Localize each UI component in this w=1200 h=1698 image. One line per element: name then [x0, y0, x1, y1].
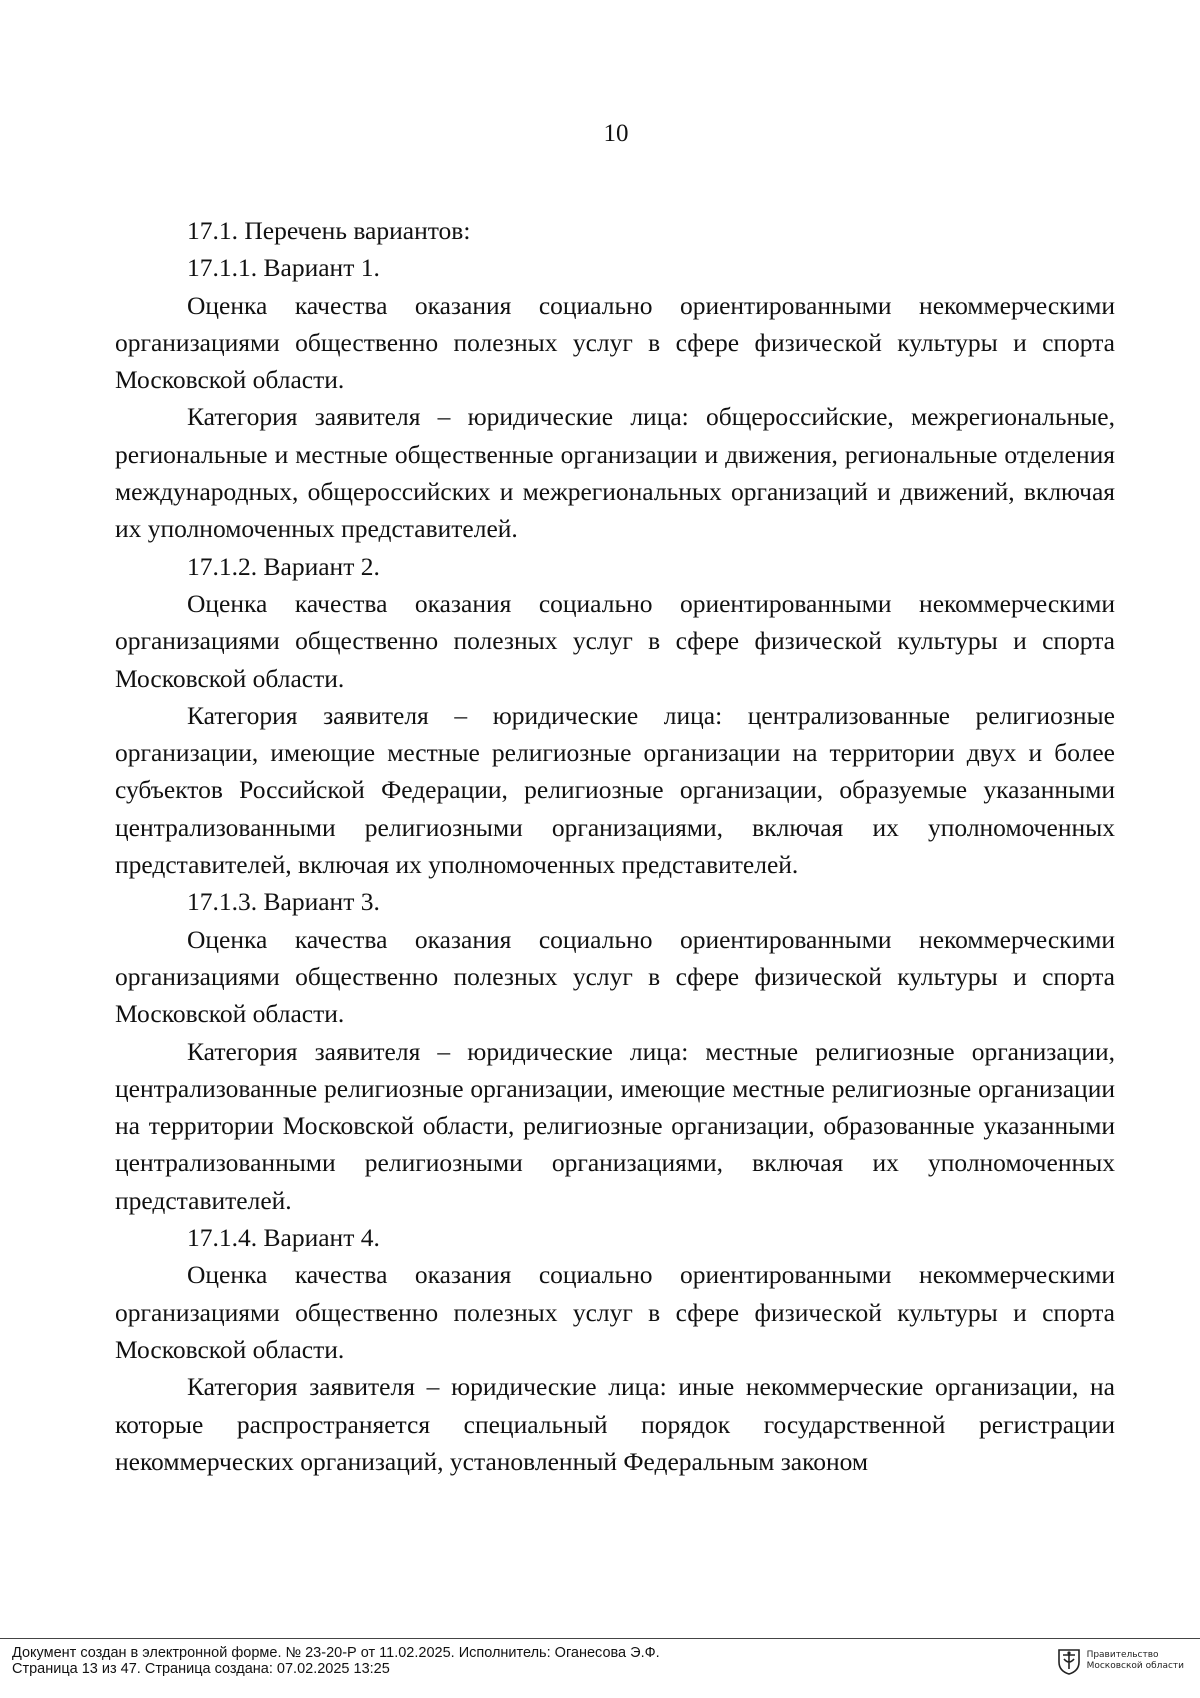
logo-line-2: Московской области — [1086, 1661, 1184, 1671]
applicant-category: Категория заявителя – юридические лица: централизованные религиозные организации, имеющие местные религиозные организации на территории двух и более субъектов Российской Федерации, религиозные организации, образуемые указанными централизованными религиозными организациями, включая их уполномоченных представителей, включая их уполномоченных представителей. — [115, 700, 1115, 880]
footer-info — [12, 1645, 660, 1677]
document-body — [115, 212, 1115, 1480]
variant-description: Оценка качества оказания социально ориентированными некоммерческими организациями общественно полезных услуг в сфере физической культуры и спорта Московской области. — [115, 588, 1115, 693]
variant-heading: 17.1.2. Вариант 2. — [187, 551, 380, 581]
logo-caption — [1087, 1650, 1184, 1672]
applicant-category: Категория заявителя – юридические лица: общероссийские, межрегиональные, региональные и местные общественные организации и движения, региональные отделения международных, общероссийских и межрегиональных организаций и движений, включая их уполномоченных представителей. — [115, 402, 1115, 544]
variant-description: Оценка качества оказания социально ориентированными некоммерческими организациями общественно полезных услуг в сфере физической культуры и спорта Московской области. — [115, 1260, 1115, 1364]
variant-description: Оценка качества оказания социально ориентированными некоммерческими организациями общественно полезных услуг в сфере физической культуры и спорта Московской области. — [115, 924, 1115, 1029]
applicant-category: Категория заявителя – юридические лица: местные религиозные организации, централизованные религиозные организации, имеющие местные религиозные организации на территории Московской области, религиозные организации, образованные указанными централизованными религиозными организациями, включая их уполномоченных представителей. — [115, 1036, 1115, 1215]
variant-heading: 17.1.1. Вариант 1. — [187, 253, 380, 283]
footer-page-line: Страница 13 из 47. Страница создана: 07.02.2025 13:25 — [12, 1661, 390, 1677]
logo-line-1: Правительство — [1086, 1650, 1159, 1660]
footer-divider — [0, 1638, 1200, 1639]
section-heading: 17.1. Перечень вариантов: — [187, 216, 471, 245]
variant-heading: 17.1.3. Вариант 3. — [187, 887, 380, 917]
variant-description: Оценка качества оказания социально ориентированными некоммерческими организациями общественно полезных услуг в сфере физической культуры и спорта Московской области. — [115, 290, 1115, 395]
coat-of-arms-icon — [1057, 1647, 1081, 1675]
government-logo — [1057, 1647, 1184, 1675]
footer-document-line: Документ создан в электронной форме. № 23-20-Р от 11.02.2025. Исполнитель: Оганесова Э.Ф. — [12, 1645, 660, 1661]
applicant-category: Категория заявителя – юридические лица: иные некоммерческие организации, на которые распространяется специальный порядок государственной регистрации некоммерческих организаций, установленный Федеральным законом — [115, 1372, 1115, 1476]
page-number: 10 — [603, 120, 629, 147]
variant-heading: 17.1.4. Вариант 4. — [187, 1223, 380, 1253]
